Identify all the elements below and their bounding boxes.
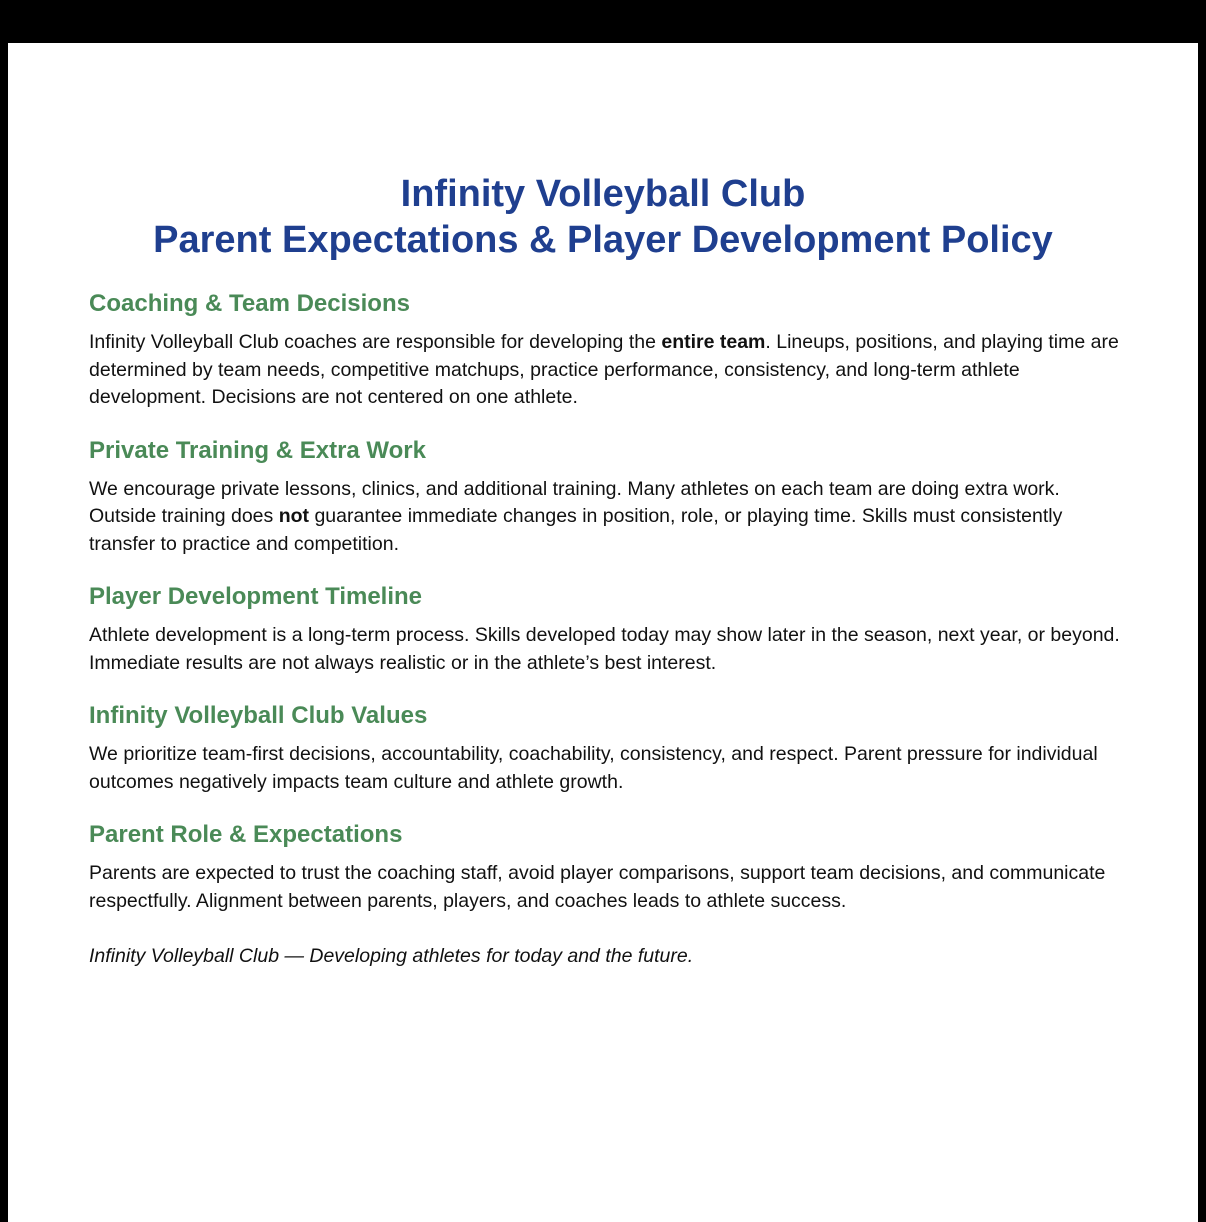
emphasis-text: not bbox=[278, 505, 310, 527]
section-paragraph: Athlete development is a long-term process. Skills developed today may show later in the season, next year, or beyond. Immediate results are not always realistic or in the athlete’s best interest. bbox=[89, 624, 1120, 674]
section-heading: Coaching & Team Decisions bbox=[89, 290, 410, 317]
document-page bbox=[8, 43, 1198, 1222]
footer-tagline: Infinity Volleyball Club — Developing athletes for today and the future. bbox=[89, 945, 694, 967]
section-heading: Player Development Timeline bbox=[89, 583, 423, 610]
title-line-policy-name: Parent Expectations & Player Development Policy bbox=[153, 219, 1053, 261]
section-development-timeline bbox=[89, 582, 1129, 677]
section-heading: Parent Role & Expectations bbox=[89, 821, 403, 848]
section-heading: Infinity Volleyball Club Values bbox=[89, 702, 428, 729]
page-title bbox=[8, 171, 1198, 263]
section-paragraph bbox=[89, 476, 1129, 559]
section-coaching-team-decisions bbox=[89, 289, 1129, 412]
section-private-training bbox=[89, 436, 1129, 559]
section-heading: Private Training & Extra Work bbox=[89, 436, 426, 464]
title-line-club-name: Infinity Volleyball Club bbox=[400, 173, 806, 215]
paragraph-text: Infinity Volleyball Club coaches are responsible for developing the bbox=[89, 331, 662, 353]
paragraph-text: We encourage private lessons, clinics, and additional training. Many athletes on each team are doing extra work. Outside training does bbox=[89, 477, 1060, 527]
section-parent-role bbox=[89, 820, 1129, 915]
paragraph-text: . Lineups, positions, and playing time are determined by team needs, competitive matchups, practice performance, consistency, and long-term athlete development. Decisions are not centered on one athlete. bbox=[89, 331, 1119, 408]
section-paragraph: Parents are expected to trust the coaching staff, avoid player comparisons, support team decisions, and communicate respectfully. Alignment between parents, players, and coaches leads to athlete success. bbox=[89, 862, 1106, 912]
section-paragraph: We prioritize team-first decisions, accountability, coachability, consistency, and respect. Parent pressure for individual outcomes negatively impacts team culture and athlete growth. bbox=[89, 743, 1098, 793]
paragraph-text: guarantee immediate changes in position, role, or playing time. Skills must consistently transfer to practice and competition. bbox=[89, 505, 1063, 555]
emphasis-text: entire team bbox=[661, 331, 766, 353]
section-paragraph bbox=[89, 329, 1129, 412]
document-body bbox=[89, 289, 1129, 970]
section-club-values bbox=[89, 701, 1129, 796]
